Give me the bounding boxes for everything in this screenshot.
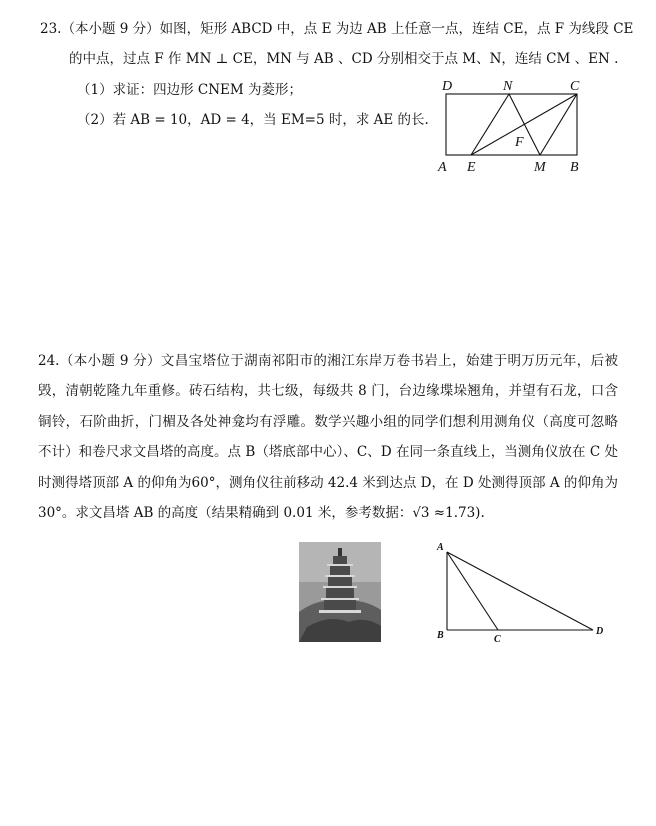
label-a: A	[438, 160, 447, 175]
q23-part1: （1）求证：四边形 CNEM 为菱形；	[77, 82, 302, 98]
label-e: E	[467, 160, 476, 175]
label-n: N	[503, 79, 513, 94]
q24-text	[38, 346, 618, 528]
segment-cm	[540, 94, 577, 155]
q24-figure	[430, 538, 610, 648]
pagoda-photo	[299, 542, 381, 642]
label-m: M	[534, 160, 546, 175]
label-f: F	[515, 135, 524, 150]
rectangle-abcd	[446, 94, 577, 155]
segment-ad	[447, 552, 593, 630]
q23-figure	[430, 76, 590, 176]
q23-line2: 的中点，过点 F 作 MN ⊥ CE，MN 与 AB 、CD 分别相交于点 M、N，连结 CM 、EN .	[69, 51, 619, 67]
label-b: B	[437, 630, 444, 641]
segment-mn	[509, 94, 540, 155]
pagoda-illustration	[299, 542, 381, 642]
label-d: D	[442, 79, 453, 94]
label-a: A	[437, 542, 444, 553]
q23-part2: （2）若 AB = 10，AD = 4，当 EM=5 时，求 AE 的长.	[77, 112, 429, 128]
label-c: C	[494, 634, 501, 645]
q24-paragraph: 24.（本小题 9 分）文昌宝塔位于湖南祁阳市的湘江东岸万卷书岩上，始建于明万历元年，后被毁，清朝乾隆九年重修。砖石结构，共七级，每级共 8 门，台边缘堞垛翘角，并望有石龙，口含铜铃，石阶曲折，门楣及各处神龛均有浮雕。数学兴趣小组的同学们想利用测角仪（高度可忽略不计）和卷尺求文昌塔的高度。点 B（塔底部中心）、C、D 在同一条直线上，当测角仪放在 C 处时测得塔顶部 A 的仰角为60°，测角仪往前移动 42.4 米到达点 D，在 D 处测得顶部 A 的仰角为30°。求文昌塔 AB 的高度（结果精确到 0.01 米，参考数据：√3 ≈1.73).	[38, 353, 618, 522]
segment-ac	[447, 552, 498, 630]
segment-en	[471, 94, 509, 155]
label-b: B	[570, 160, 579, 175]
label-c: C	[570, 79, 580, 94]
label-d: D	[596, 626, 604, 637]
q23-line1: 23.（本小题 9 分）如图，矩形 ABCD 中，点 E 为边 AB 上任意一点，连结 CE，点 F 为线段 CE	[40, 21, 634, 37]
